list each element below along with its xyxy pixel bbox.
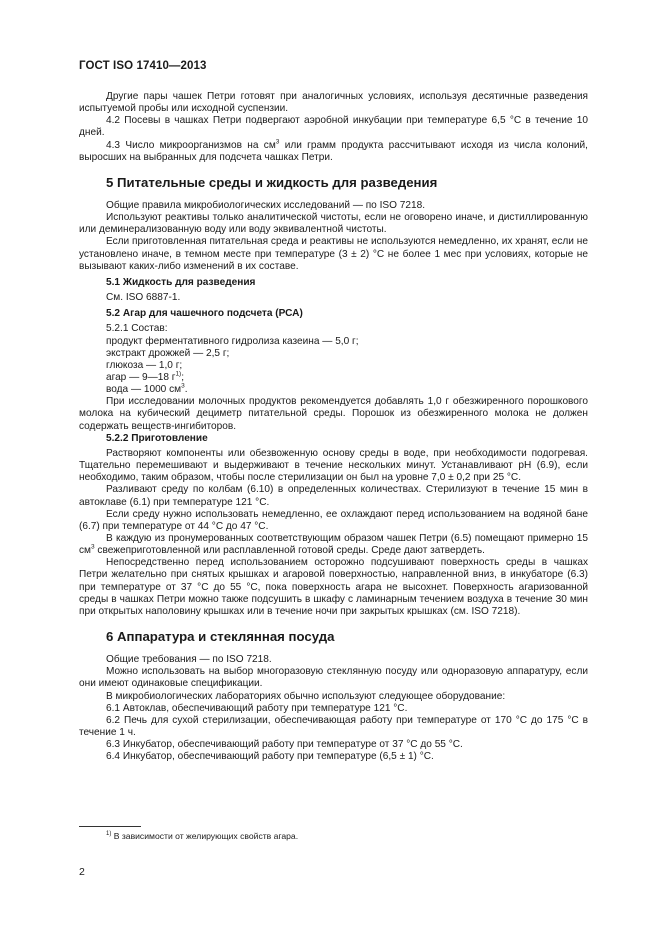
equipment-item: 6.3 Инкубатор, обеспечивающий работу при температуре от 37 °С до 55 °С. <box>106 739 463 751</box>
composition-item: глюкоза — 1,0 г; <box>106 359 183 371</box>
paragraph: Если приготовленная питательная среда и реактивы не используются немедленно, их хранят, если не установлено иначе, в темном месте при температуре (3 ± 2) °С не более 1 мес при условиях, которые не вызывают каких-либо изменений в их составе. <box>79 236 588 272</box>
composition-item <box>79 372 588 384</box>
superscript: 3 <box>275 138 280 146</box>
paragraph: См. ISO 6887-1. <box>106 292 181 304</box>
paragraph: Если среду нужно использовать немедленно, ее охлаждают перед использованием на водяной бане (6.7) при температуре от 44 °С до 47 °С. <box>79 508 588 532</box>
paragraph: Используют реактивы только аналитической чистоты, если не оговорено иначе, и дистиллированную или деминерализованную воду или воду эквивалентной чистоты. <box>79 212 588 236</box>
subsection-5-2-heading: 5.2 Агар для чашечного подсчета (РСА) <box>106 308 303 320</box>
agar-text: агар — 9—18 г <box>106 371 176 383</box>
composition-item: экстракт дрожжей — 2,5 г; <box>106 347 230 359</box>
prep4-end: свежеприготовленной или расплавленной готовой среды. Среде дают затвердеть. <box>94 545 485 557</box>
paragraph: Можно использовать на выбор многоразовую стеклянную посуду или одноразовую аппаратуру, если они имеют одинаковые спецификации. <box>79 666 588 690</box>
water-text: вода — 1000 см <box>106 384 182 396</box>
equipment-item: 6.1 Автоклав, обеспечивающий работу при температуре 121 °С. <box>106 702 408 714</box>
footnote-divider <box>79 826 141 827</box>
document-body <box>79 91 588 764</box>
paragraph: Общие правила микробиологических исследований — по ISO 7218. <box>106 199 426 211</box>
footnote-mark: 1) <box>106 831 112 838</box>
paragraph: Разливают среду по колбам (6.10) в определенных количествах. Стерилизуют в течение 15 мин в автоклаве (6.1) при температуре 121 °С. <box>79 484 588 508</box>
subsection-5-1-heading: 5.1 Жидкость для разведения <box>106 276 256 288</box>
superscript: 3 <box>91 543 95 551</box>
agar-end: ; <box>181 371 185 383</box>
equipment-item: 6.4 Инкубатор, обеспечивающий работу при температуре (6,5 ± 1) °С. <box>106 751 434 763</box>
page-number: 2 <box>79 866 85 878</box>
water-end: . <box>184 384 188 396</box>
footnote-ref: 1) <box>175 370 182 378</box>
composition-item <box>79 384 588 396</box>
paragraph: Растворяют компоненты или обезвоженную основу среды в воде, при необходимости подогревая. Тщательно перемешивают и выдерживают в течение нескольких минут. Устанавливают pH (6.9), если необходимо, таким образом, чтобы после стерилизации он был на уровне 7,0 ± 0,2 при 25 °С. <box>79 447 588 484</box>
composition-item: продукт ферментативного гидролиза казеина — 5,0 г; <box>106 335 359 347</box>
clause-4-2: 4.2 Посевы в чашках Петри подвергают аэробной инкубации при температуре 6,5 °С в течение 10 дней. <box>79 115 588 139</box>
paragraph: Другие пары чашек Петри готовят при аналогичных условиях, используя десятичные разведения испытуемой пробы или исходной суспензии. <box>79 91 588 115</box>
document-code-header: ГОСТ ISO 17410—2013 <box>79 60 207 72</box>
footnote <box>106 831 298 842</box>
section-5-heading: 5 Питательные среды и жидкость для разведения <box>106 174 438 190</box>
superscript: 3 <box>181 382 185 390</box>
paragraph: Непосредственно перед использованием осторожно подсушивают поверхность среды в чашках Петри желательно при снятых крышках и агаровой поверхностью, направленной вниз, в инкубаторе (6.3) при температуре от 37 °С до 55 °С, пока поверхность агара не высохнет. Поверхность агаризованной среды в чашках Петри можно также подсушить в шкафу с ламинарным течением воздуха в течение 30 мин при открытых наполовину крышках или в течение ночи при закрытых крышках (см. ISO 7218). <box>79 557 588 617</box>
footnote-text: В зависимости от желирующих свойств агара. <box>111 831 299 841</box>
paragraph: В микробиологических лабораториях обычно используют следующее оборудование: <box>106 690 506 702</box>
paragraph <box>79 533 588 557</box>
section-6-heading: 6 Аппаратура и стеклянная посуда <box>106 629 335 645</box>
prep4-start: В каждую из пронумерованных соответствующим образом чашек Петри (6.5) помещают примерно 15 см <box>79 533 588 557</box>
clause-4-3-start: 4.3 Число микроорганизмов на см <box>106 139 276 151</box>
equipment-item: 6.2 Печь для сухой стерилизации, обеспечивающая работу при температуре от 170 °С до 175 °С в течение 1 ч. <box>79 714 588 739</box>
clause-5-2-1: 5.2.1 Состав: <box>106 323 168 335</box>
clause-4-3-end: или грамм продукта рассчитывают исходя из числа колоний, выросших на выбранных для подсчета чашках Петри. <box>79 139 588 163</box>
clause-4-3 <box>79 140 588 164</box>
paragraph: При исследовании молочных продуктов рекомендуется добавлять 1,0 г обезжиренного порошкового молока на кубический дециметр питательной среды. Порошок из обезжиренного молока не должен содержать веществ-ингибиторов. <box>79 396 588 432</box>
clause-5-2-2-heading: 5.2.2 Приготовление <box>106 432 208 444</box>
paragraph: Общие требования — по ISO 7218. <box>106 654 272 666</box>
